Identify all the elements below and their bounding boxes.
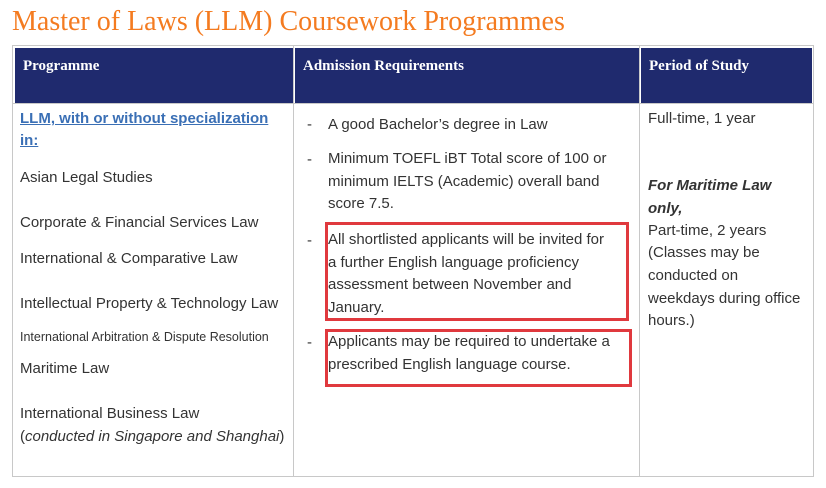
llm-programme-link-cont[interactable]: in: [20, 132, 39, 149]
programme-item: Maritime Law [20, 360, 110, 377]
period-classes-note: conducted on [648, 267, 739, 284]
period-maritime-note: For Maritime Law [648, 177, 772, 194]
bullet-dash: - [307, 232, 312, 249]
period-classes-note: (Classes may be [648, 244, 760, 261]
period-classes-note: hours.) [648, 312, 695, 329]
requirement-english-course: Applicants may be required to undertake a prescribed English language course. [328, 333, 610, 373]
bullet-dash: - [307, 151, 312, 168]
header-divider [13, 103, 813, 104]
period-classes-note: weekdays during office [648, 290, 801, 307]
programme-item: International Arbitration & Dispute Resolution [20, 330, 269, 344]
programme-item: International Business Law [20, 405, 200, 422]
header-period-of-study: Period of Study [641, 48, 812, 103]
period-maritime-note-cont: only, [648, 200, 683, 217]
header-admission-requirements: Admission Requirements [295, 48, 639, 103]
highlight-box [325, 222, 629, 321]
programme-item: International & Comparative Law [20, 250, 238, 267]
programme-item: Intellectual Property & Technology Law [20, 295, 279, 312]
column-divider [293, 46, 294, 476]
bullet-dash: - [307, 116, 312, 133]
requirement-english-assessment: All shortlisted applicants will be invited for a further English language proficiency assessment between November and January. [328, 231, 604, 316]
programme-location-note: (conducted in Singapore and Shanghai) [20, 428, 285, 445]
requirement-degree: A good Bachelor’s degree in Law [328, 116, 548, 133]
header-programme: Programme [15, 48, 293, 103]
requirement-english-score: Minimum TOEFL iBT Total score of 100 or minimum IELTS (Academic) overall band score 7.5. [328, 150, 607, 212]
llm-programme-link[interactable]: LLM, with or without specialization [20, 110, 269, 127]
page-title: Master of Laws (LLM) Coursework Programmes [12, 6, 565, 37]
programme-item: Corporate & Financial Services Law [20, 214, 259, 231]
period-parttime: Part-time, 2 years [648, 222, 767, 239]
column-divider [639, 46, 640, 476]
bullet-dash: - [307, 334, 312, 351]
programme-item: Asian Legal Studies [20, 169, 153, 186]
period-fulltime: Full-time, 1 year [648, 110, 756, 127]
highlight-box [325, 329, 632, 387]
